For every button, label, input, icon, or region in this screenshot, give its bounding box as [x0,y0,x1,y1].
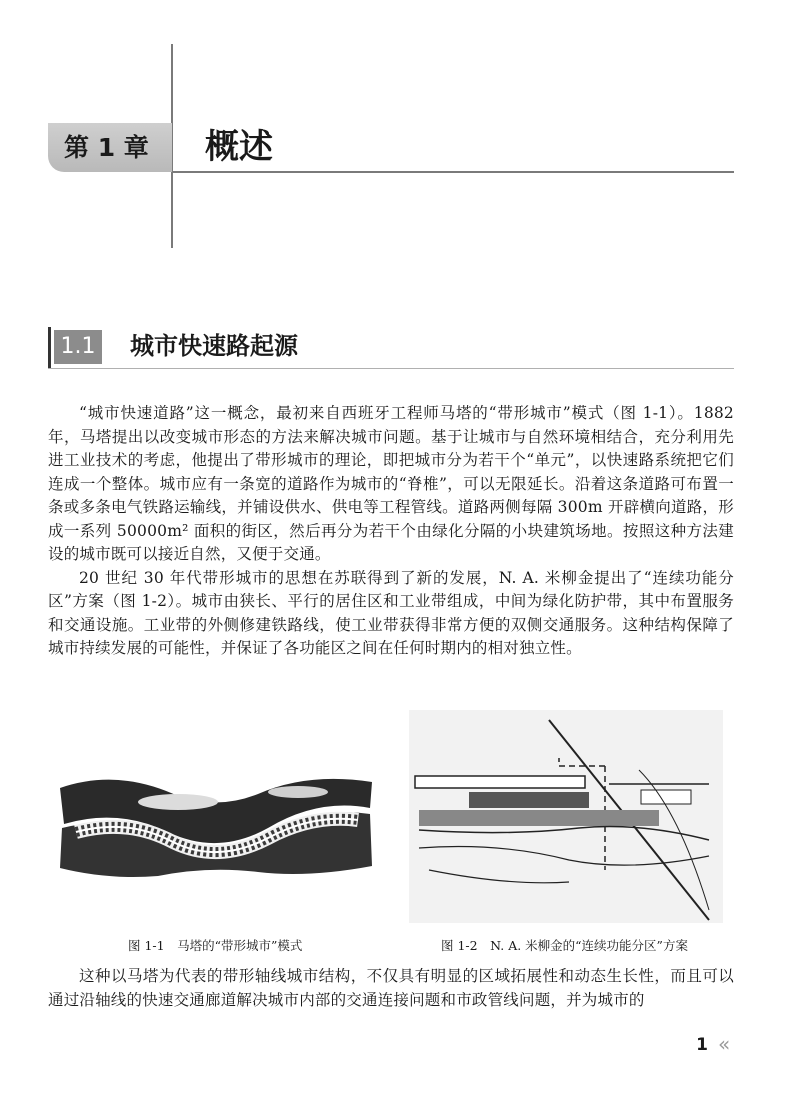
section-accent-bar [48,327,51,369]
body-text-block [48,402,734,661]
chapter-title: 概述 [205,127,273,167]
figure-milyutin-plan [409,710,723,923]
section-number: 1.1 [54,330,102,364]
milyutin-plan-diagram [409,710,723,923]
paragraph: 20 世纪 30 年代带形城市的思想在苏联得到了新的发展，N. A. 米柳金提出了“连续功能分区”方案（图 1-2）。城市由狭长、平行的居住区和工业带组成，中间为绿化防护带，其中布置服务和交通设施。工业带的外侧修建铁路线，使工业带获得非常方便的双侧交通服务。这种结构保障了城市持续发展的可能性，并保证了各功能区之间在任何时期内的相对独立性。 [48,568,734,657]
chapter-label: 第 1 章 [48,123,172,172]
paragraph: “城市快速道路”这一概念，最初来自西班牙工程师马塔的“带形城市”模式（图 1-1）。1882 年，马塔提出以改变城市形态的方法来解决城市问题。基于让城市与自然环境相结合，充分利用先进工业技术的考虑，他提出了带形城市的理论，即把城市分为若干个“单元”，以快速路系统把它们连成一个整体。城市应有一条宽的道路作为城市的“脊椎”，可以无限延长。沿着这条道路可布置一条或多条电气铁路运输线，并铺设供水、供电等工程管线。道路两侧每隔 300m 开辟横向道路，形成一系列 50000m² 面积的街区，然后再分为若干个由绿化分隔的小块建筑场地。按照这种方法建设的城市既可以接近自然，又便于交通。 [48,404,734,563]
section-underline [48,368,734,369]
figure-caption: 图 1-2 N. A. 米柳金的“连续功能分区”方案 [441,938,688,953]
section-title: 城市快速路起源 [130,332,298,360]
body-text-block [48,965,734,1012]
linear-city-illustration [58,768,374,880]
page-marker-icon: « [718,1032,731,1056]
figure-linear-city [58,768,374,880]
paragraph: 这种以马塔为代表的带形轴线城市结构，不仅具有明显的区域拓展性和动态生长性，而且可以通过沿轴线的快速交通廊道解决城市内部的交通连接问题和市政管线问题，并为城市的 [48,967,734,1009]
page-number: 1 [696,1035,708,1055]
figure-caption: 图 1-1 马塔的“带形城市”模式 [128,938,303,953]
header-horizontal-rule [172,171,734,173]
